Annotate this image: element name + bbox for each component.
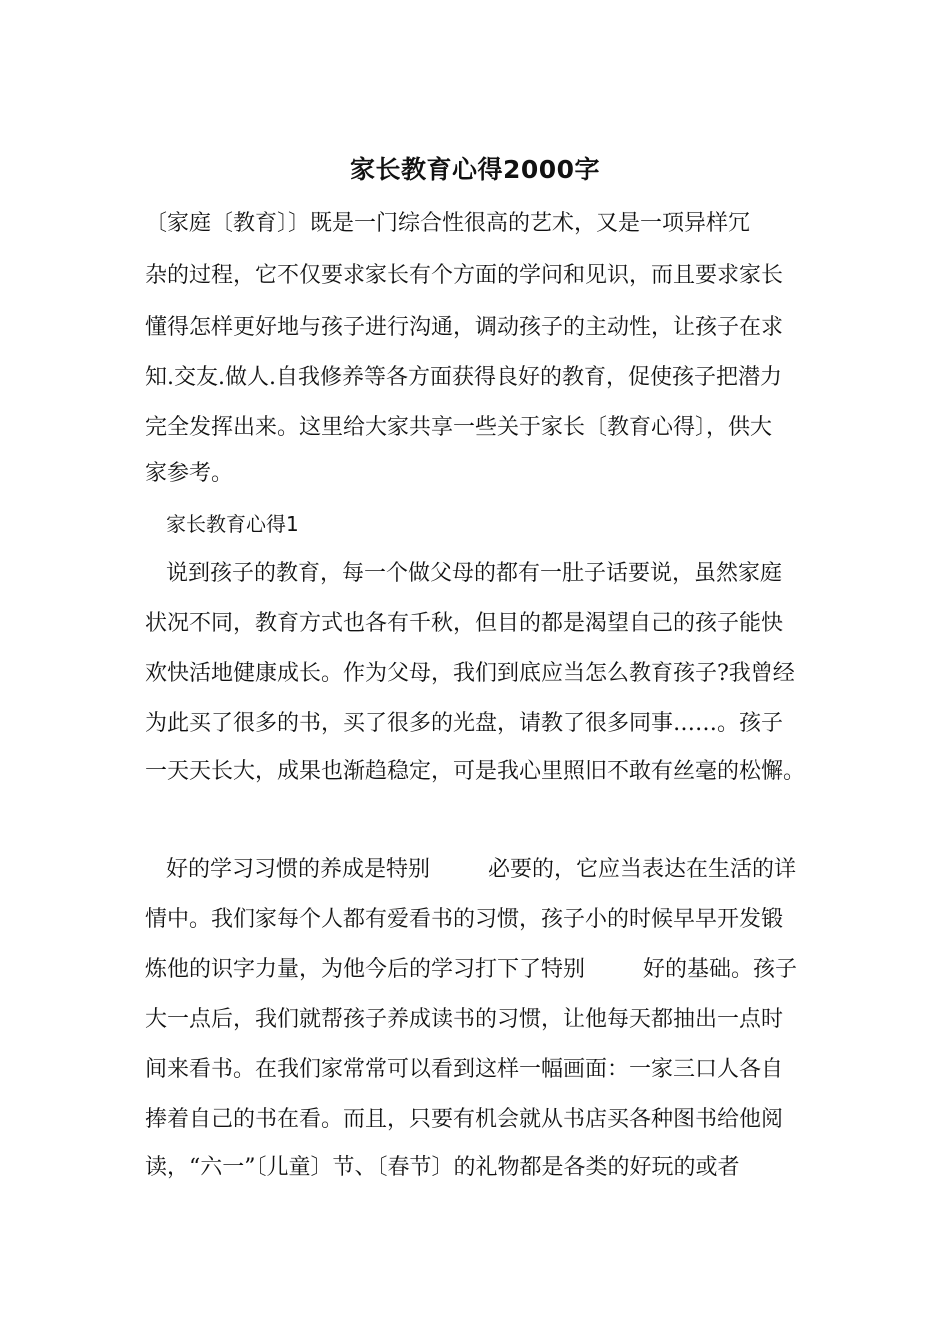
paragraph-line: 为此买了很多的书，买了很多的光盘，请教了很多同事……。孩子 <box>145 711 784 736</box>
intro-line: 知.交友.做人.自我修养等各方面获得良好的教育，促使孩子把潜力 <box>145 365 782 390</box>
paragraph-line: 捧着自己的书在看。而且，只要有机会就从书店买各种图书给他阅 <box>145 1107 784 1132</box>
section-heading: 家长教育心得1 <box>166 512 299 536</box>
paragraph-text: 必要的，它应当表达在生活的详 <box>488 857 797 882</box>
paragraph-line <box>166 844 846 896</box>
paragraph-line: 欢快活地健康成长。作为父母，我们到底应当怎么教育孩子?我曾经 <box>145 661 795 686</box>
paragraph-line: 间来看书。在我们家常常可以看到这样一幅画面：一家三口人各自 <box>145 1057 784 1082</box>
paragraph-line <box>145 944 825 996</box>
paragraph-line: 说到孩子的教育，每一个做父母的都有一肚子话要说，虽然家庭 <box>166 561 783 586</box>
paragraph-line: 状况不同，教育方式也各有千秋，但目的都是渴望自己的孩子能快 <box>145 611 784 636</box>
intro-line: 完全发挥出来。这里给大家共享一些关于家长〔教育心得〕，供大 <box>145 415 773 440</box>
paragraph-line: 情中。我们家每个人都有爱看书的习惯，孩子小的时候早早开发锻 <box>145 907 784 932</box>
paragraph-text: 炼他的识字力量，为他今后的学习打下了特别 <box>145 957 586 982</box>
paragraph-line: 一天天长大，成果也渐趋稳定，可是我心里照旧不敢有丝毫的松懈。 <box>145 759 806 784</box>
intro-line: 家参考。 <box>145 461 234 486</box>
intro-line: 〔家庭〔教育〕〕既是一门综合性很高的艺术，又是一项异样冗 <box>145 211 751 236</box>
paragraph-line: 读，“六一”〔儿童〕节、〔春节〕的礼物都是各类的好玩的或者 <box>145 1155 740 1180</box>
paragraph-line: 大一点后，我们就帮孩子养成读书的习惯，让他每天都抽出一点时 <box>145 1007 784 1032</box>
paragraph-text: 好的学习习惯的养成是特别 <box>166 857 431 882</box>
paragraph-text: 好的基础。孩子 <box>643 957 798 982</box>
document-title: 家长教育心得2000字 <box>349 155 601 184</box>
intro-line: 懂得怎样更好地与孩子进行沟通，调动孩子的主动性，让孩子在求 <box>145 315 784 340</box>
intro-line: 杂的过程，它不仅要求家长有个方面的学问和见识，而且要求家长 <box>145 263 784 288</box>
